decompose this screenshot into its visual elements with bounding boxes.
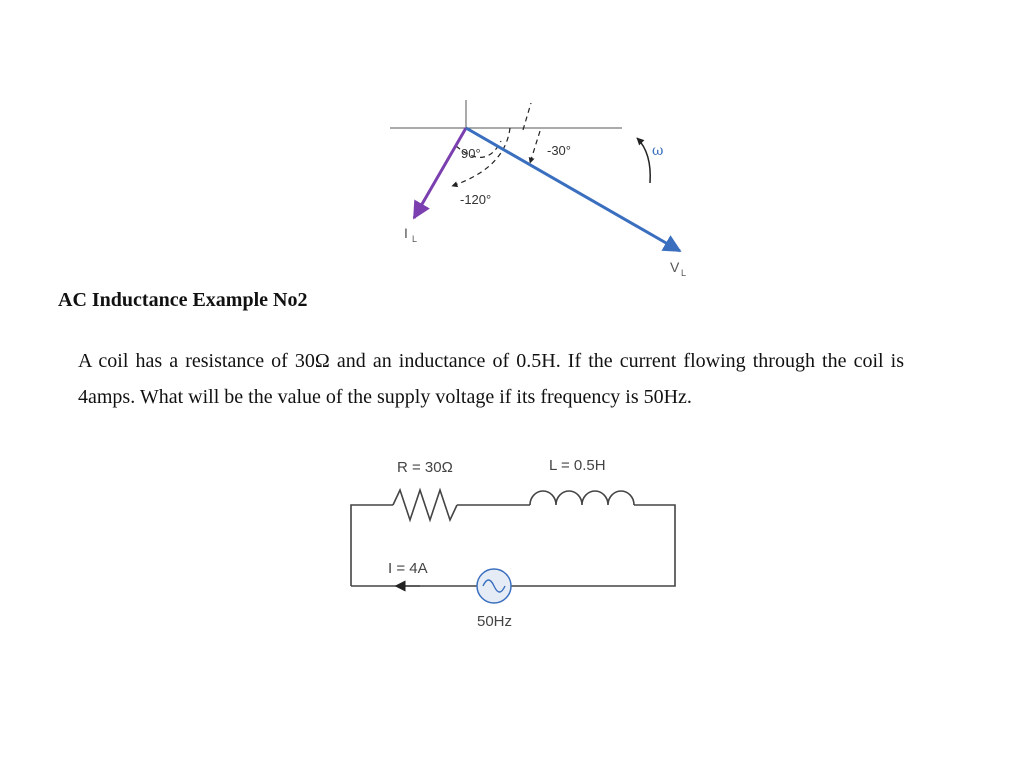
il-subscript: L [412,234,418,244]
example-heading: AC Inductance Example No2 [58,289,308,311]
current-label: I = 4A [388,560,428,577]
inductor-label: L = 0.5H [549,457,606,474]
vl-label: V [670,259,680,275]
angle-neg30-label: -30° [547,143,571,158]
angle-neg120-label: -120° [460,192,492,207]
problem-statement: A coil has a resistance of 30Ω and an inductance of 0.5H. If the current flowing through the coil is 4amps. What will be the value of the supply voltage if its frequency is 50Hz. [78,350,904,408]
wire-top-left [351,505,393,586]
voltage-vector [466,128,680,251]
inductor [530,491,634,505]
angle-90-label: 90° [461,146,481,161]
omega-label: ω [652,143,664,159]
current-vector [414,128,466,218]
circuit-diagram [340,448,685,638]
resistor [393,490,457,520]
resistor-label: R = 30Ω [397,459,453,476]
frequency-label: 50Hz [477,613,513,630]
rotation-arrow [637,138,650,183]
wire-top-right [511,505,675,586]
arc-neg30-a [523,103,531,130]
arc-neg30-b [530,131,540,163]
il-label: I [404,225,408,241]
vl-subscript: L [681,268,687,278]
phasor-diagram [385,95,705,285]
